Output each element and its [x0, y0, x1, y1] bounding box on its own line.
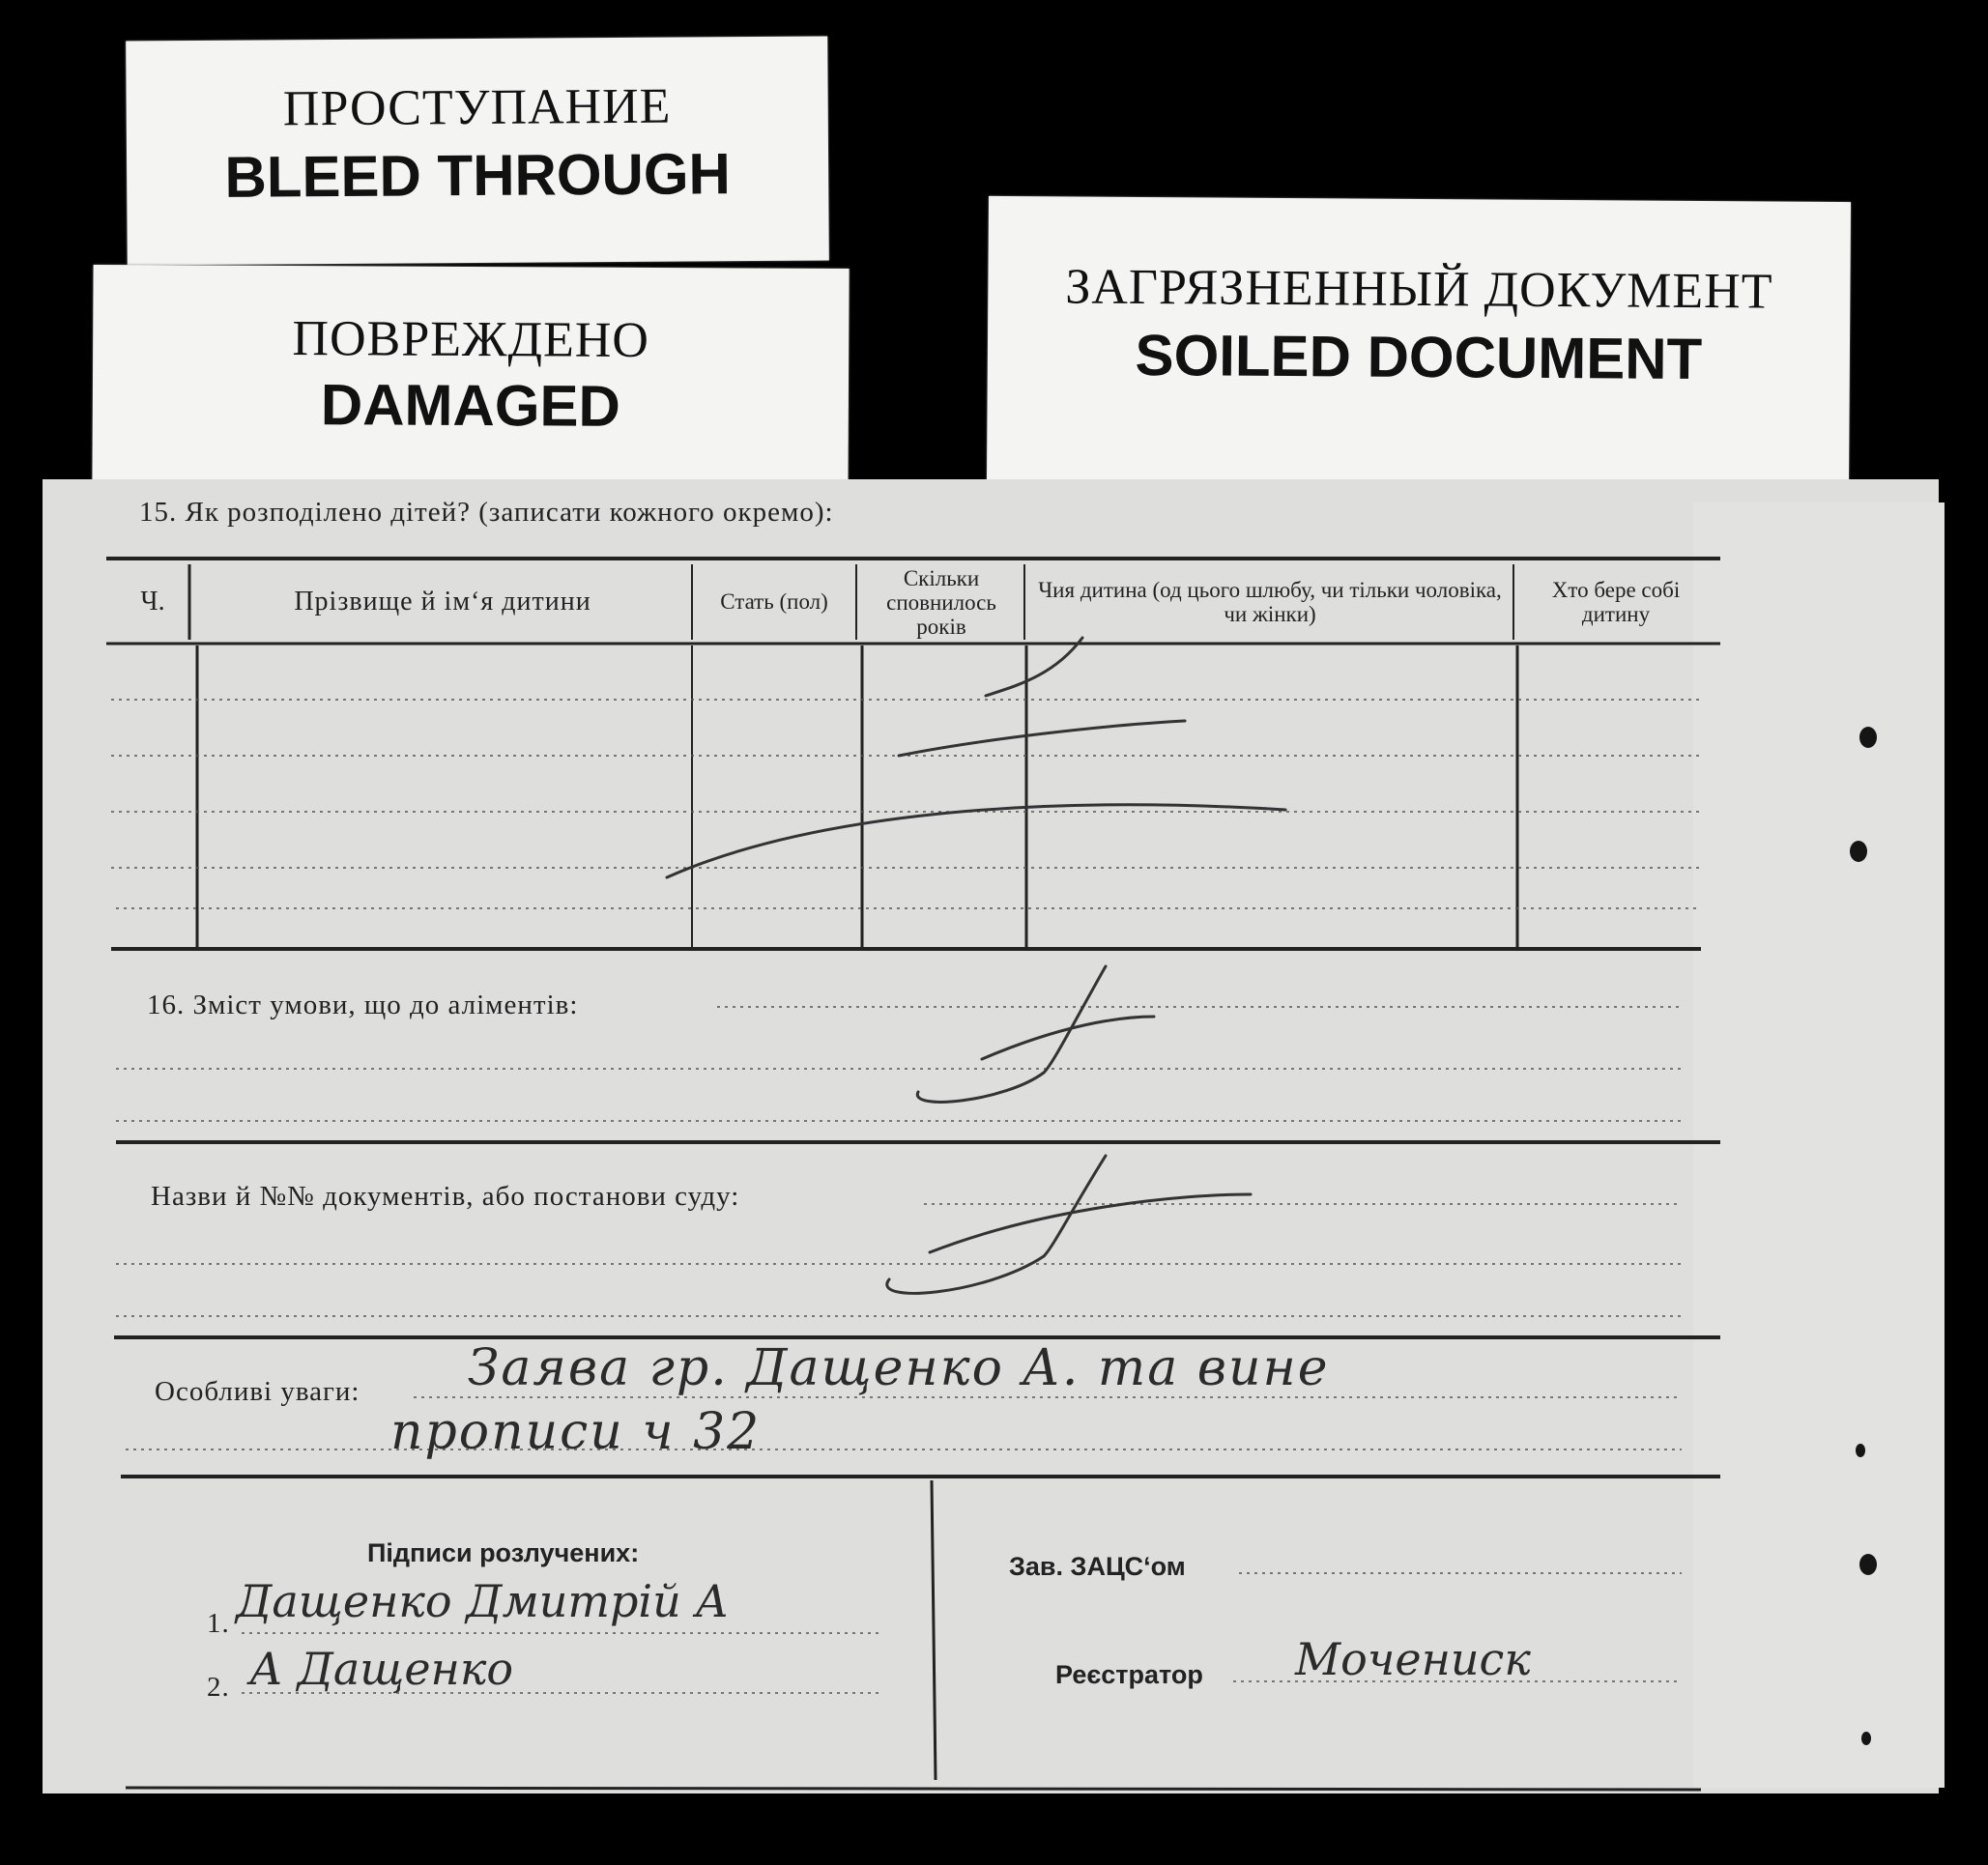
signature-2-number: 2.: [207, 1672, 230, 1703]
punch-hole: [1850, 841, 1867, 862]
damaged-ru: ПОВРЕЖДЕНО: [292, 311, 650, 368]
col-header-num: Ч.: [140, 587, 165, 617]
col-header-name: Прізвище й ім‘я дитини: [294, 587, 591, 617]
col-header-sex: Стать (пол): [720, 589, 828, 614]
punch-hole: [1861, 1732, 1871, 1745]
soiled-document-ru: ЗАГРЯЗНЕННЫЙ ДОКУМЕНТ: [1065, 259, 1773, 320]
question-16: 16. Зміст умови, що до аліментів:: [147, 990, 579, 1020]
punch-hole: [1856, 1444, 1865, 1457]
bleed-through-en: BLEED THROUGH: [224, 141, 732, 210]
notes-handwriting-line2: прописи ч 32: [390, 1403, 762, 1461]
col-header-whose: Чия дитина (од цього шлюбу, чи тільки чоловіка, чи жінки): [1038, 578, 1502, 626]
signature-1: Дащенко Дмитрій А: [236, 1575, 730, 1627]
damaged-en: DAMAGED: [320, 372, 621, 439]
bleed-through-ru: ПРОСТУПАНИЕ: [282, 78, 672, 137]
signature-2: А Дащенко: [249, 1643, 514, 1695]
col-header-who-takes: Хто бере собі дитину: [1551, 578, 1681, 626]
notes-handwriting-line1: Заява гр. Дащенко А. та вине: [468, 1339, 1330, 1397]
registrar-signature: Мочениск: [1295, 1633, 1531, 1685]
punch-hole: [1859, 727, 1877, 748]
head-label: Зав. ЗАЦС‘ом: [1009, 1552, 1186, 1581]
signatures-title: Підписи розлучених:: [367, 1538, 640, 1567]
punch-hole: [1859, 1554, 1877, 1575]
notes-label: Особливі уваги:: [155, 1376, 360, 1407]
signature-1-number: 1.: [207, 1608, 230, 1639]
question-15: 15. Як розподілено дітей? (записати кожного окремо):: [139, 497, 834, 528]
col-header-age: Скільки сповнилось років: [886, 566, 996, 639]
registrar-label: Реєстратор: [1055, 1660, 1203, 1689]
soiled-document-en: SOILED DOCUMENT: [1135, 322, 1703, 392]
documents-question: Назви й №№ документів, або постанови суду:: [151, 1181, 740, 1212]
